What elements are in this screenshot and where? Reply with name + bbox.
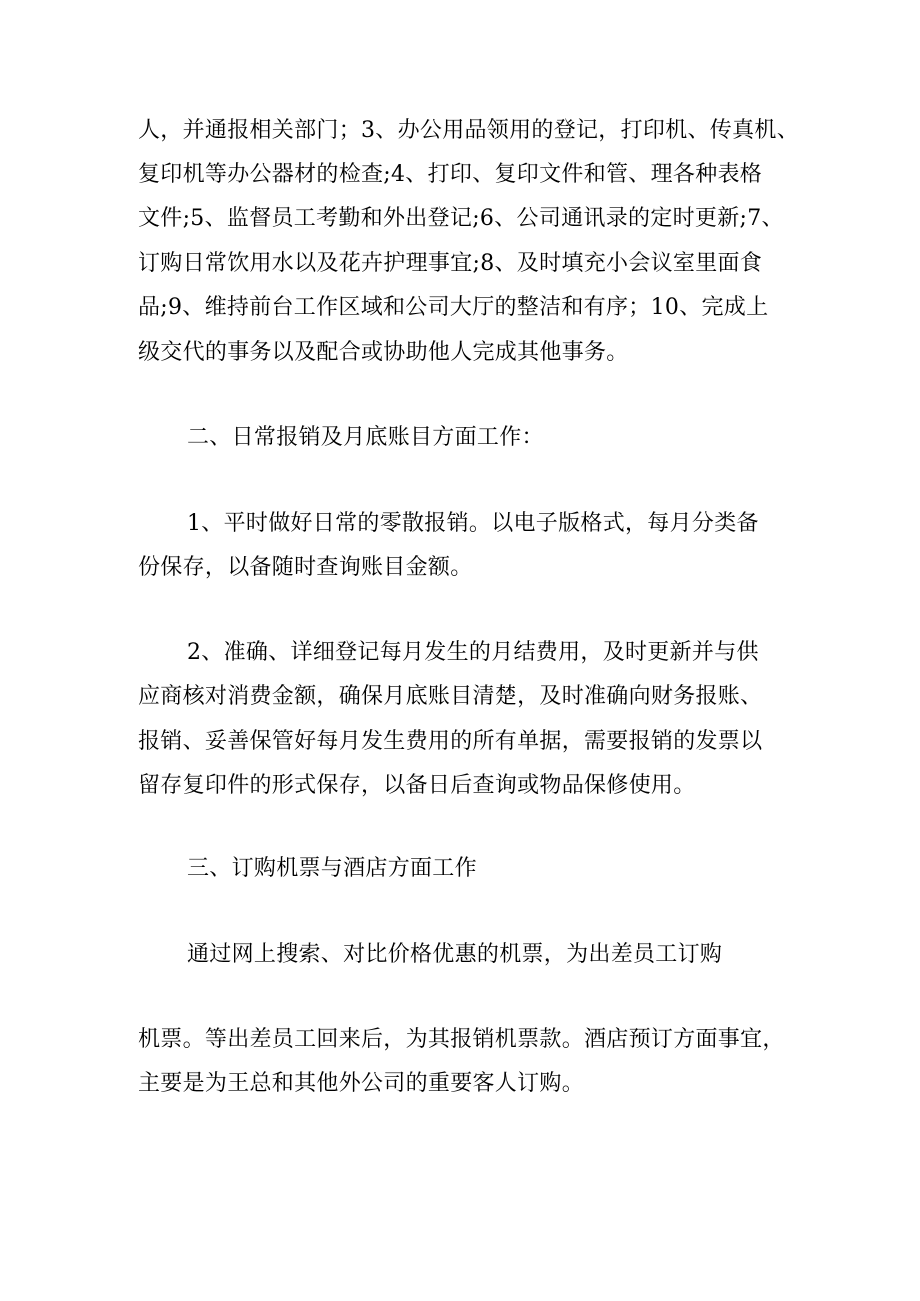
item-2-line-2: 应商核对消费金额，确保月底账目清楚，及时准确向财务报账、 — [138, 684, 763, 709]
item-2-line-3: 报销、妥善保管好每月发生费用的所有单据，需要报销的发票以 — [138, 729, 763, 754]
intro-line-1: 人，并通报相关部门；3、办公用品领用的登记，打印机、传真机、 — [138, 118, 799, 143]
section-heading-2: 二、日常报销及月底账目方面工作： — [187, 425, 544, 450]
section-heading-3: 三、订购机票与酒店方面工作 — [187, 856, 477, 881]
intro-line-4: 订购日常饮用水以及花卉护理事宜;8、及时填充小会议室里面食 — [138, 251, 763, 276]
intro-line-3: 文件;5、监督员工考勤和外出登记;6、公司通讯录的定时更新;7、 — [138, 206, 784, 231]
intro-line-6: 级交代的事务以及配合或协助他人完成其他事务。 — [138, 340, 629, 365]
intro-line-2: 复印机等办公器材的检查;4、打印、复印文件和管、理各种表格 — [138, 162, 763, 187]
item-1-line-2: 份保存，以备随时查询账目金额。 — [138, 555, 473, 580]
section-3-paragraph-1: 通过网上搜索、对比价格优惠的机票，为出差员工订购 — [187, 942, 723, 967]
section-3-paragraph-2-line-1: 机票。等出差员工回来后，为其报销机票款。酒店预订方面事宜， — [138, 1027, 785, 1052]
item-2-line-4: 留存复印件的形式保存，以备日后查询或物品保修使用。 — [138, 773, 696, 798]
section-3-paragraph-2-line-2: 主要是为王总和其他外公司的重要客人订购。 — [138, 1071, 585, 1096]
item-2-line-1: 2、准确、详细登记每月发生的月结费用，及时更新并与供 — [187, 640, 759, 665]
intro-line-5: 品;9、维持前台工作区域和公司大厅的整洁和有序；10、完成上 — [138, 295, 769, 320]
item-1-line-1: 1、平时做好日常的零散报销。以电子版格式，每月分类备 — [187, 511, 759, 536]
